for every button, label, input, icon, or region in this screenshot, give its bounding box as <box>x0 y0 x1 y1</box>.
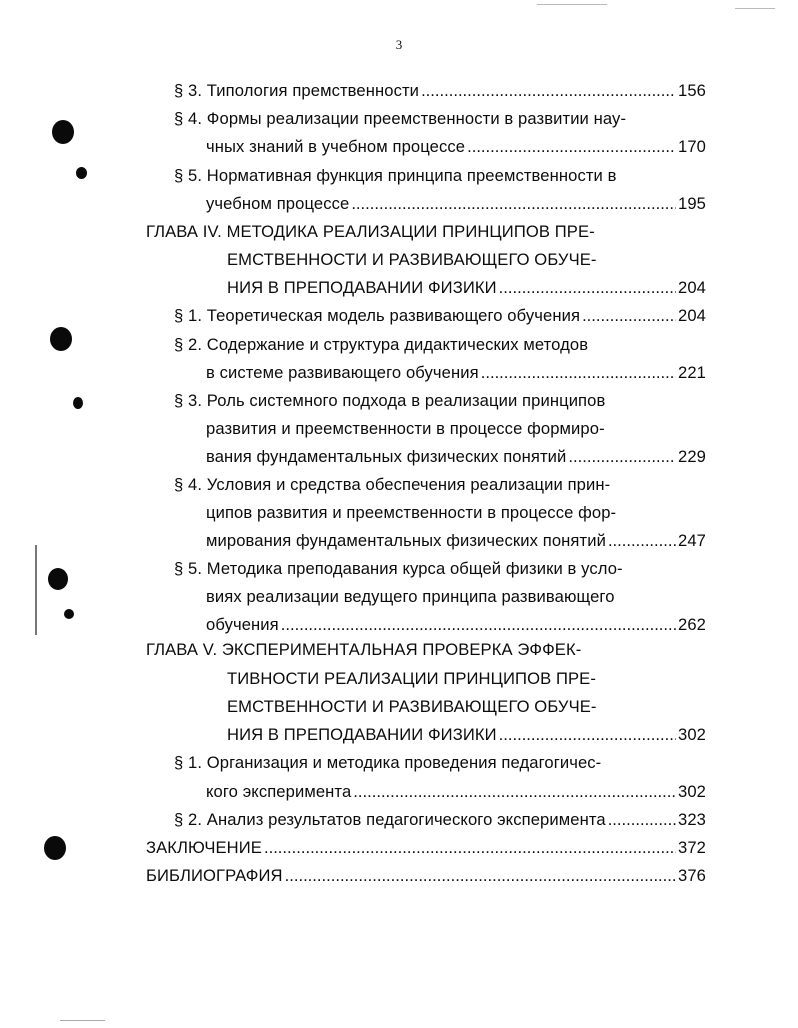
toc-entry-title: мирования фундаментальных физических понятий <box>206 531 606 550</box>
toc-line: виях реализации ведущего принципа развивающего <box>206 587 615 606</box>
toc-entry-page: 323 <box>678 810 706 829</box>
leader-dots <box>568 446 676 468</box>
page-number: 3 <box>395 37 403 52</box>
toc-entry-page: 170 <box>678 137 706 156</box>
toc-line: § 1. Организация и методика проведения педагогичес- <box>174 753 602 772</box>
toc-entry-page: 376 <box>678 866 706 885</box>
toc-line: § 4. Формы реализации преемственности в развитии нау- <box>174 109 627 128</box>
leader-dots <box>481 362 676 384</box>
toc-entry-title: вания фундаментальных физических понятий <box>206 447 567 466</box>
leader-dots <box>499 277 676 299</box>
chapter-heading: ГЛАВА IV. МЕТОДИКА РЕАЛИЗАЦИИ ПРИНЦИПОВ ПРЕ- <box>146 222 595 241</box>
toc-entry <box>206 446 706 468</box>
toc-entry-title: учебном процессе <box>206 194 350 213</box>
toc-entry-title: в системе развивающего обучения <box>206 363 479 382</box>
toc-entry <box>146 837 706 859</box>
toc-line: § 5. Нормативная функция принципа преемственности в <box>174 166 617 185</box>
toc-entry-page: 372 <box>678 838 706 857</box>
binder-hole-mark <box>64 609 74 619</box>
scan-edge-line <box>35 545 37 635</box>
toc-entry-page: 247 <box>678 531 706 550</box>
leader-dots <box>608 530 676 552</box>
toc-line: § 2. Содержание и структура дидактических методов <box>174 335 589 354</box>
toc-entry <box>206 614 706 636</box>
toc-entry-title: обучения <box>206 615 279 634</box>
binder-hole-mark <box>50 327 72 351</box>
toc-entry-page: 262 <box>678 615 706 634</box>
toc-line: § 5. Методика преподавания курса общей физики в усло- <box>174 559 623 578</box>
leader-dots <box>499 724 676 746</box>
leader-dots <box>281 614 676 636</box>
toc-entry-page: 195 <box>678 194 706 213</box>
toc-entry-title: НИЯ В ПРЕПОДАВАНИИ ФИЗИКИ <box>227 278 497 297</box>
toc-entry <box>227 724 706 746</box>
toc-entry-title: § 1. Теоретическая модель развивающего обучения <box>174 306 581 325</box>
toc-entry <box>206 781 706 803</box>
toc-entry <box>206 530 706 552</box>
leader-dots <box>467 136 676 158</box>
toc-entry <box>174 305 706 327</box>
leader-dots <box>285 865 676 887</box>
toc-entry-title: БИБЛИОГРАФИЯ <box>146 866 283 885</box>
toc-entry-title: ЗАКЛЮЧЕНИЕ <box>146 838 262 857</box>
toc-entry-page: 302 <box>678 782 706 801</box>
toc-line: § 3. Роль системного подхода в реализации принципов <box>174 391 606 410</box>
leader-dots <box>353 781 676 803</box>
scan-edge-line <box>735 8 775 9</box>
toc-entry-page: 302 <box>678 725 706 744</box>
chapter-heading: ТИВНОСТИ РЕАЛИЗАЦИИ ПРИНЦИПОВ ПРЕ- <box>227 669 596 688</box>
chapter-heading: ЕМСТВЕННОСТИ И РАЗВИВАЮЩЕГО ОБУЧЕ- <box>227 697 597 716</box>
leader-dots <box>608 809 676 831</box>
toc-entry-title: кого эксперимента <box>206 782 352 801</box>
chapter-heading: ГЛАВА V. ЭКСПЕРИМЕНТАЛЬНАЯ ПРОВЕРКА ЭФФЕК- <box>146 640 582 659</box>
leader-dots <box>582 305 676 327</box>
toc-entry-page: 204 <box>678 306 706 325</box>
binder-hole-mark <box>48 568 68 590</box>
chapter-heading: ЕМСТВЕННОСТИ И РАЗВИВАЮЩЕГО ОБУЧЕ- <box>227 250 597 269</box>
toc-entry <box>206 193 706 215</box>
leader-dots <box>264 837 676 859</box>
toc-entry-page: 204 <box>678 278 706 297</box>
toc-entry-page: 156 <box>678 81 706 100</box>
binder-hole-mark <box>44 836 66 860</box>
binder-hole-mark <box>52 120 74 144</box>
leader-dots <box>421 80 676 102</box>
toc-entry <box>206 362 706 384</box>
toc-entry-page: 221 <box>678 363 706 382</box>
toc-line: ципов развития и преемственности в процессе фор- <box>206 503 617 522</box>
binder-hole-mark <box>73 397 83 409</box>
toc-entry <box>174 80 706 102</box>
toc-entry-page: 229 <box>678 447 706 466</box>
toc-entry <box>206 136 706 158</box>
toc-entry-title: § 3. Типология премственности <box>174 81 420 100</box>
scan-edge-line <box>60 1020 105 1021</box>
toc-entry-title: чных знаний в учебном процессе <box>206 137 466 156</box>
toc-entry <box>146 865 706 887</box>
toc-line: развития и преемственности в процессе формиро- <box>206 419 605 438</box>
toc-line: § 4. Условия и средства обеспечения реализации прин- <box>174 475 611 494</box>
toc-entry <box>227 277 706 299</box>
toc-entry-title: § 2. Анализ результатов педагогического эксперимента <box>174 810 606 829</box>
toc-entry <box>174 809 706 831</box>
leader-dots <box>351 193 676 215</box>
binder-hole-mark <box>76 167 87 179</box>
scan-edge-line <box>537 4 607 5</box>
toc-entry-title: НИЯ В ПРЕПОДАВАНИИ ФИЗИКИ <box>227 725 497 744</box>
